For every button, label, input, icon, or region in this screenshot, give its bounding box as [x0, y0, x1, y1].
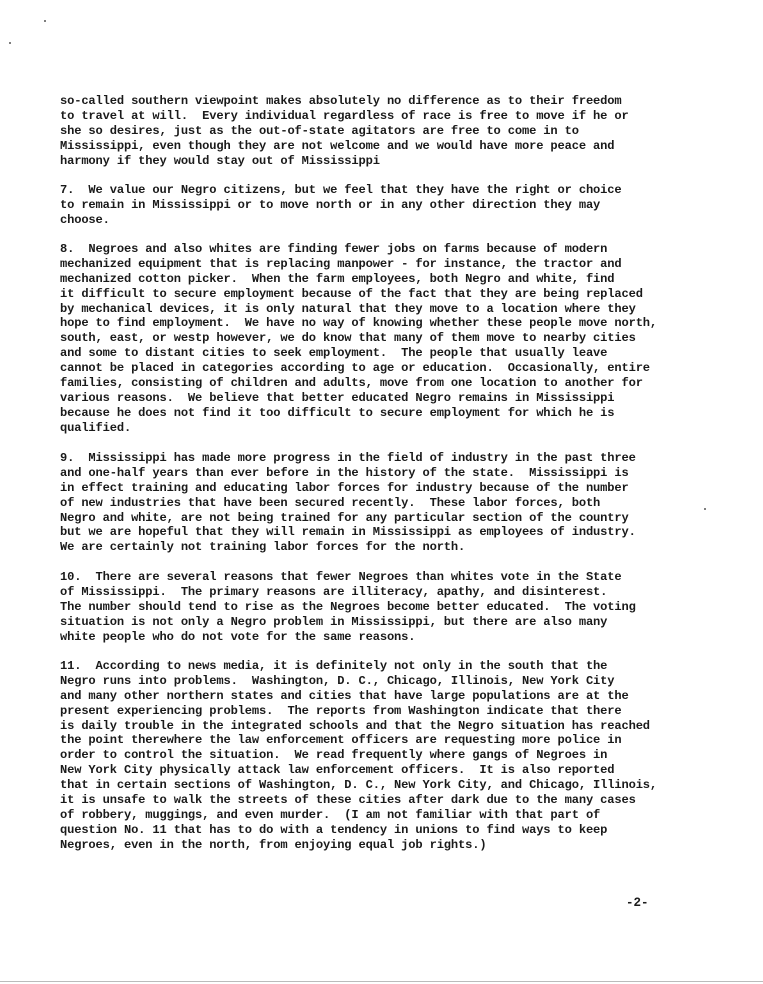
paragraph-7	[60, 183, 700, 228]
text-line: cannot be placed in categories according to age or education. Occasionally, entire	[60, 361, 650, 376]
paragraph-10	[60, 570, 700, 644]
text-line: south, east, or westp however, we do know that many of them move to nearby cities	[60, 331, 636, 346]
text-line: because he does not find it too difficult to secure employment for which he is	[60, 405, 615, 420]
text-line: it is unsafe to walk the streets of these cities after dark due to the many cases	[60, 793, 636, 808]
paragraph-8	[60, 242, 700, 436]
text-line: by mechanical devices, it is only natural that they move to a location where they	[60, 301, 636, 316]
text-line: 8. Negroes and also whites are finding fewer jobs on farms because of modern	[60, 242, 608, 256]
scan-speck	[44, 20, 46, 22]
text-line: The number should tend to rise as the Negroes become better educated. The voting	[60, 599, 636, 614]
text-line: but we are hopeful that they will remain in Mississippi as employees of industry.	[60, 525, 636, 540]
text-line: of new industries that have been secured recently. These labor forces, both	[60, 495, 601, 510]
text-line: 7. We value our Negro citizens, but we feel that they have the right or choice	[60, 183, 622, 197]
text-line: qualified.	[60, 420, 132, 435]
text-line: order to control the situation. We read frequently where gangs of Negroes in	[60, 748, 608, 763]
text-line: 11. According to news media, it is definitely not only in the south that the	[60, 659, 608, 673]
paragraph-11	[60, 659, 700, 853]
text-line: to travel at will. Every individual regardless of race is free to move if he or	[60, 108, 629, 123]
text-line: and some to distant cities to seek employment. The people that usually leave	[60, 346, 608, 361]
paragraph-continuation	[60, 94, 700, 168]
text-line: 9. Mississippi has made more progress in the field of industry in the past three	[60, 451, 636, 465]
text-line: New York City physically attack law enforcement officers. It is also reported	[60, 763, 615, 778]
text-line: Negroes, even in the north, from enjoying equal job rights.)	[60, 837, 487, 852]
text-line: mechanized cotton picker. When the farm employees, both Negro and white, find	[60, 271, 615, 286]
text-line: and many other northern states and cities that have large populations are at the	[60, 688, 629, 703]
text-line: Mississippi, even though they are not welcome and we would have more peace and	[60, 138, 615, 153]
text-line: present experiencing problems. The reports from Washington indicate that there	[60, 703, 622, 718]
text-line: We are certainly not training labor forces for the north.	[60, 540, 466, 555]
text-line: and one-half years than ever before in the history of the state. Mississippi is	[60, 465, 629, 480]
text-line: various reasons. We believe that better educated Negro remains in Mississippi	[60, 390, 615, 405]
text-line: mechanized equipment that is replacing manpower - for instance, the tractor and	[60, 256, 622, 271]
text-line: that in certain sections of Washington, D. C., New York City, and Chicago, Illinois,	[60, 778, 658, 793]
text-line: in effect training and educating labor forces for industry because of the number	[60, 480, 629, 495]
text-line: the point therewhere the law enforcement officers are requesting more police in	[60, 733, 622, 748]
text-line: of Mississippi. The primary reasons are illiteracy, apathy, and disinterest.	[60, 584, 608, 599]
paragraph-9	[60, 451, 700, 555]
page-number: -2-	[626, 896, 649, 910]
text-line: she so desires, just as the out-of-state agitators are free to come in to	[60, 123, 579, 138]
text-line: hope to find employment. We have no way of knowing whether these people move north,	[60, 316, 658, 331]
text-line: choose.	[60, 212, 110, 227]
scan-edge-line	[0, 981, 763, 982]
text-line: families, consisting of children and adults, move from one location to another for	[60, 376, 643, 391]
text-line: harmony if they would stay out of Mississippi	[60, 153, 380, 168]
text-line: 10. There are several reasons that fewer Negroes than whites vote in the State	[60, 570, 622, 584]
text-line: question No. 11 that has to do with a tendency in unions to find ways to keep	[60, 822, 608, 837]
text-line: of robbery, muggings, and even murder. (I am not familiar with that part of	[60, 807, 601, 822]
scan-speck	[704, 508, 706, 510]
text-line: situation is not only a Negro problem in Mississippi, but there are also many	[60, 614, 608, 629]
text-line: Negro runs into problems. Washington, D. C., Chicago, Illinois, New York City	[60, 673, 615, 688]
text-line: so-called southern viewpoint makes absolutely no difference as to their freedom	[60, 94, 622, 108]
scan-speck	[9, 42, 11, 44]
text-line: it difficult to secure employment because of the fact that they are being replaced	[60, 286, 643, 301]
text-line: white people who do not vote for the same reasons.	[60, 629, 416, 644]
text-line: is daily trouble in the integrated schools and that the Negro situation has reached	[60, 718, 650, 733]
text-line: to remain in Mississippi or to move north or in any other direction they may	[60, 197, 601, 212]
text-line: Negro and white, are not being trained for any particular section of the country	[60, 510, 629, 525]
